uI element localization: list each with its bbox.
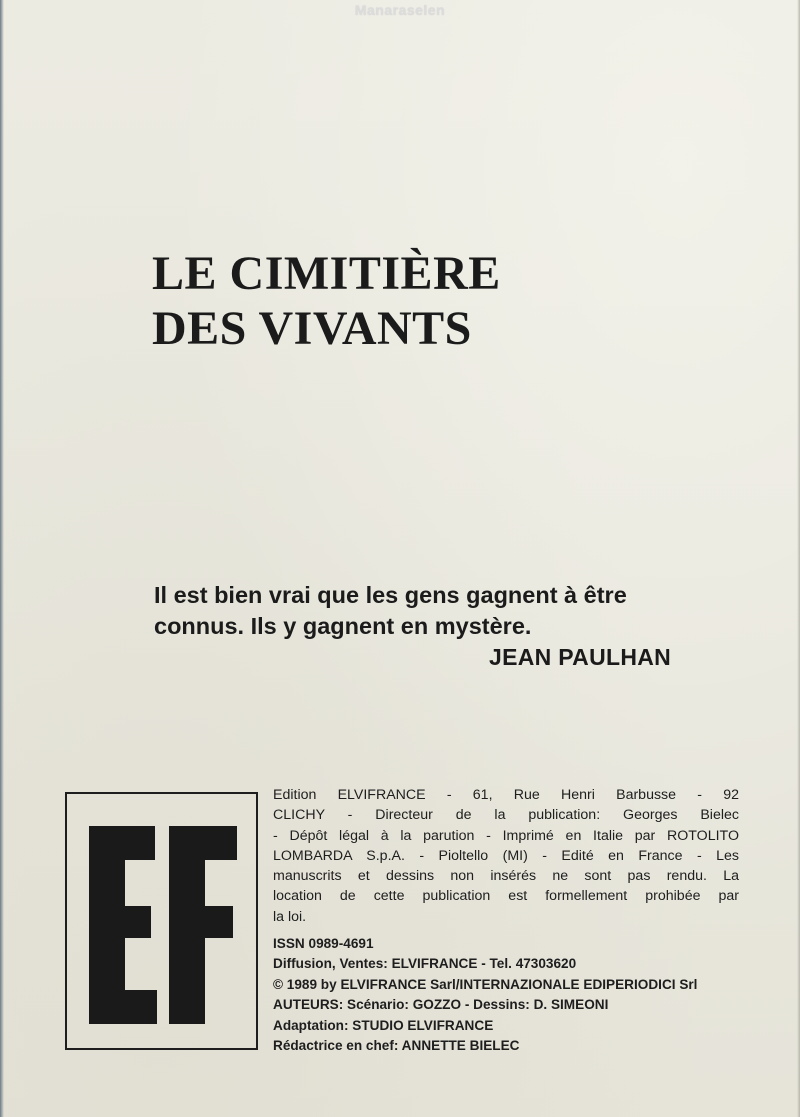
quote-line-1: Il est bien vrai que les gens gagnent à être <box>154 582 627 608</box>
adaptation-text: Adaptation: STUDIO ELVIFRANCE <box>273 1017 494 1033</box>
imprint-line: Edition ELVIFRANCE - 61, Rue Henri Barbusse - 92 <box>273 787 739 803</box>
ef-logo-icon <box>67 794 256 1048</box>
quote-author: JEAN PAULHAN <box>489 644 672 670</box>
epigraph-quote <box>154 580 734 642</box>
title-line-2: DES VIVANTS <box>152 302 472 355</box>
publisher-logo <box>65 792 258 1050</box>
diffusion-text: Diffusion, Ventes: ELVIFRANCE - Tel. 47303620 <box>273 956 577 972</box>
page-title <box>152 246 501 356</box>
imprint-line: CLICHY - Directeur de la publication: Georges Bielec <box>273 807 739 824</box>
imprint-line: - Dépôt légal à la parution - Imprimé en Italie par ROTOLITO <box>273 827 739 844</box>
title-line-1: LE CIMITIÈRE <box>152 247 501 300</box>
page-left-edge <box>0 0 4 1117</box>
credits-block <box>273 934 697 1056</box>
copyright-text: © 1989 by ELVIFRANCE Sarl/INTERNAZIONALE EDIPERIODICI Srl <box>273 976 698 992</box>
imprint-line: la loi. <box>273 908 307 925</box>
logo-letter-e <box>89 826 157 1024</box>
watermark: Manaraselen <box>354 2 446 18</box>
editor-in-chief-text: Rédactrice en chef: ANNETTE BIELEC <box>273 1038 520 1054</box>
logo-letter-f <box>169 826 237 1024</box>
imprint-line: manuscrits et dessins non insérés ne sont pas rendu. La <box>273 868 739 885</box>
imprint-line: location de cette publication est formellement prohibée par <box>273 888 739 905</box>
quote-line-2: connus. Ils y gagnent en mystère. <box>154 613 532 639</box>
imprint-line: LOMBARDA S.p.A. - Pioltello (MI) - Edité en France - Les <box>273 847 739 864</box>
issn-text: ISSN 0989-4691 <box>273 936 374 951</box>
imprint-text <box>273 785 739 927</box>
authors-text: AUTEURS: Scénario: GOZZO - Dessins: D. SIMEONI <box>273 997 609 1013</box>
